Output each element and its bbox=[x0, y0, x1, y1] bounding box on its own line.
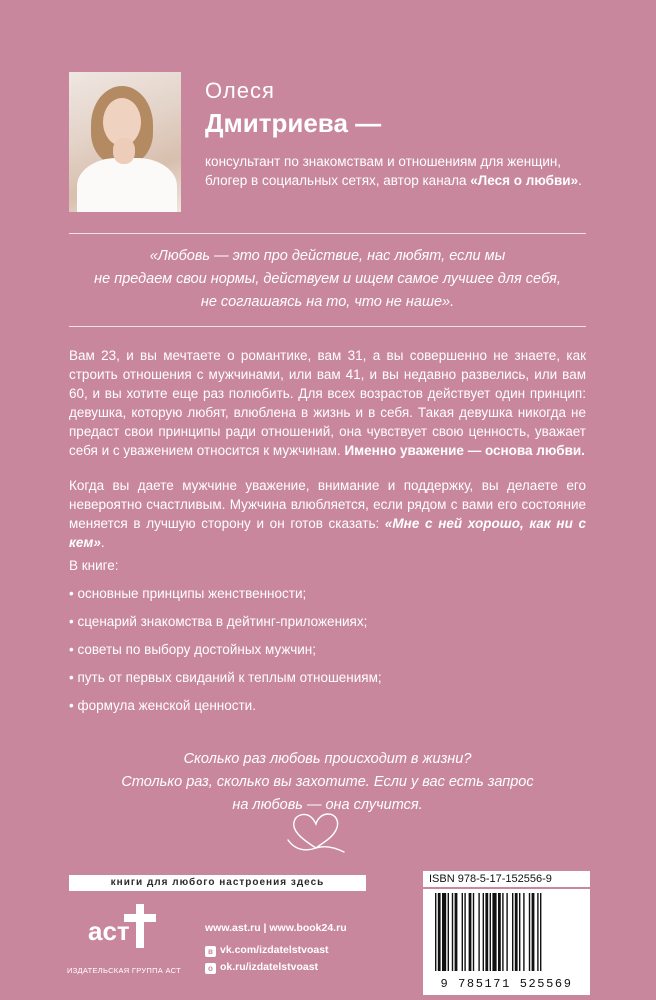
paragraph-2-quote: «Мне с ней хорошо, как ни с кем» bbox=[69, 516, 587, 550]
barcode-bar bbox=[455, 893, 458, 971]
list-item: • основные принципы женственности; bbox=[69, 586, 307, 601]
author-bio-text: консультант по знакомствам и отношениям для женщин, блогер в социальных сетях, автор канала bbox=[205, 154, 562, 188]
barcode-bar bbox=[462, 893, 463, 971]
barcode-bar bbox=[448, 893, 449, 971]
closing-line-1: Сколько раз любовь происходит в жизни? bbox=[183, 751, 472, 767]
barcode-bar bbox=[435, 893, 436, 971]
divider-bottom bbox=[69, 326, 586, 327]
barcode-bar bbox=[442, 893, 446, 971]
quote-line-2: не предаем свои нормы, действуем и ищем самое лучшее для себя, bbox=[94, 271, 561, 287]
barcode-bar bbox=[515, 893, 518, 971]
vk-link[interactable] bbox=[205, 944, 329, 957]
vk-icon: в bbox=[205, 946, 216, 957]
ok-icon: о bbox=[205, 963, 216, 974]
barcode-bar bbox=[469, 893, 472, 971]
quote-line-3: не соглашаясь на то, что не наше». bbox=[200, 294, 455, 310]
barcode-bar bbox=[452, 893, 453, 971]
barcode-bar bbox=[498, 893, 501, 971]
tagline: книги для любого настроения здесь bbox=[69, 875, 366, 891]
author-bio bbox=[205, 152, 585, 190]
author-bio-end: . bbox=[578, 173, 582, 188]
barcode-bar bbox=[540, 893, 541, 971]
isbn: ISBN 978-5-17-152556-9 bbox=[423, 871, 590, 887]
barcode-bar bbox=[478, 893, 479, 971]
barcode-bar bbox=[483, 893, 484, 971]
barcode-bar bbox=[532, 893, 535, 971]
ok-link-text: ok.ru/izdatelstvoast bbox=[220, 961, 319, 973]
paragraph-1-text: Вам 23, и вы мечтаете о романтике, вам 31, а вы совершенно не знаете, как строить отношения с мужчинами, или вам 41, и вы недавно развелись, или вам 60, и вы хотите еще раз полюбить. Для всех возрастов действует один принцип: девушка, которую любят, влюблена в жизнь и в себя. Такая девушка никогда не предаст свои принципы ради отношений, она чувствует свою ценность, уважает себя и с уважением относится к мужчинам. bbox=[69, 348, 586, 458]
barcode-bars bbox=[423, 889, 590, 977]
barcode-bar bbox=[506, 893, 507, 971]
ast-logo bbox=[86, 898, 162, 950]
barcode-bar bbox=[519, 893, 520, 971]
barcode-bar bbox=[490, 893, 491, 971]
description-paragraph-1 bbox=[69, 346, 586, 460]
list-item: • советы по выбору достойных мужчин; bbox=[69, 642, 317, 657]
closing-text bbox=[69, 748, 586, 817]
author-channel: «Леся о любви» bbox=[470, 173, 579, 188]
quote-line-1: «Любовь — это про действие, нас любят, если мы bbox=[149, 248, 506, 264]
barcode-digits: 9 785171 525569 bbox=[440, 977, 573, 991]
paragraph-1-bold: Именно уважение — основа любви. bbox=[344, 443, 585, 458]
heart-icon bbox=[286, 808, 346, 856]
author-last-name: Дмитриева — bbox=[205, 108, 382, 138]
paragraph-2-end: . bbox=[100, 535, 105, 550]
description-paragraph-2 bbox=[69, 476, 586, 552]
author-first-name: Олеся bbox=[205, 78, 275, 103]
vk-link-text: vk.com/izdatelstvoast bbox=[220, 944, 329, 956]
pull-quote bbox=[69, 245, 586, 314]
barcode-bar bbox=[529, 893, 530, 971]
author-photo bbox=[69, 72, 181, 212]
barcode-bar bbox=[492, 893, 496, 971]
closing-line-2: Столько раз, сколько вы захотите. Если у вас есть запрос bbox=[121, 774, 534, 790]
in-book-heading: В книге: bbox=[69, 558, 119, 573]
barcode-bar bbox=[438, 893, 441, 971]
barcode-bar bbox=[523, 893, 524, 971]
publisher-sites[interactable]: www.ast.ru | www.book24.ru bbox=[205, 922, 347, 934]
divider-top bbox=[69, 233, 586, 234]
barcode-bar bbox=[537, 893, 538, 971]
logo-text: аст bbox=[88, 916, 130, 946]
in-book-list bbox=[69, 584, 586, 724]
list-item: • путь от первых свиданий к теплым отношениям; bbox=[69, 670, 382, 685]
closing-line-3: на любовь — она случится. bbox=[232, 797, 423, 813]
barcode-bar bbox=[512, 893, 513, 971]
barcode-bar bbox=[485, 893, 488, 971]
barcode-bar bbox=[464, 893, 465, 971]
list-item: • формула женской ценности. bbox=[69, 698, 256, 713]
list-item: • сценарий знакомства в дейтинг-приложениях; bbox=[69, 614, 368, 629]
barcode-bar bbox=[502, 893, 503, 971]
paragraph-2-text: Когда вы даете мужчине уважение, внимание и поддержку, вы делаете его невероятно счастливым. Мужчина влюбляется, если рядом с вами его состояние меняется в лучшую сторону и он готов сказать: bbox=[69, 478, 586, 531]
barcode-bar bbox=[473, 893, 474, 971]
ok-link[interactable] bbox=[205, 961, 318, 974]
publisher-name: ИЗДАТЕЛЬСКАЯ ГРУППА АСТ bbox=[67, 966, 181, 975]
